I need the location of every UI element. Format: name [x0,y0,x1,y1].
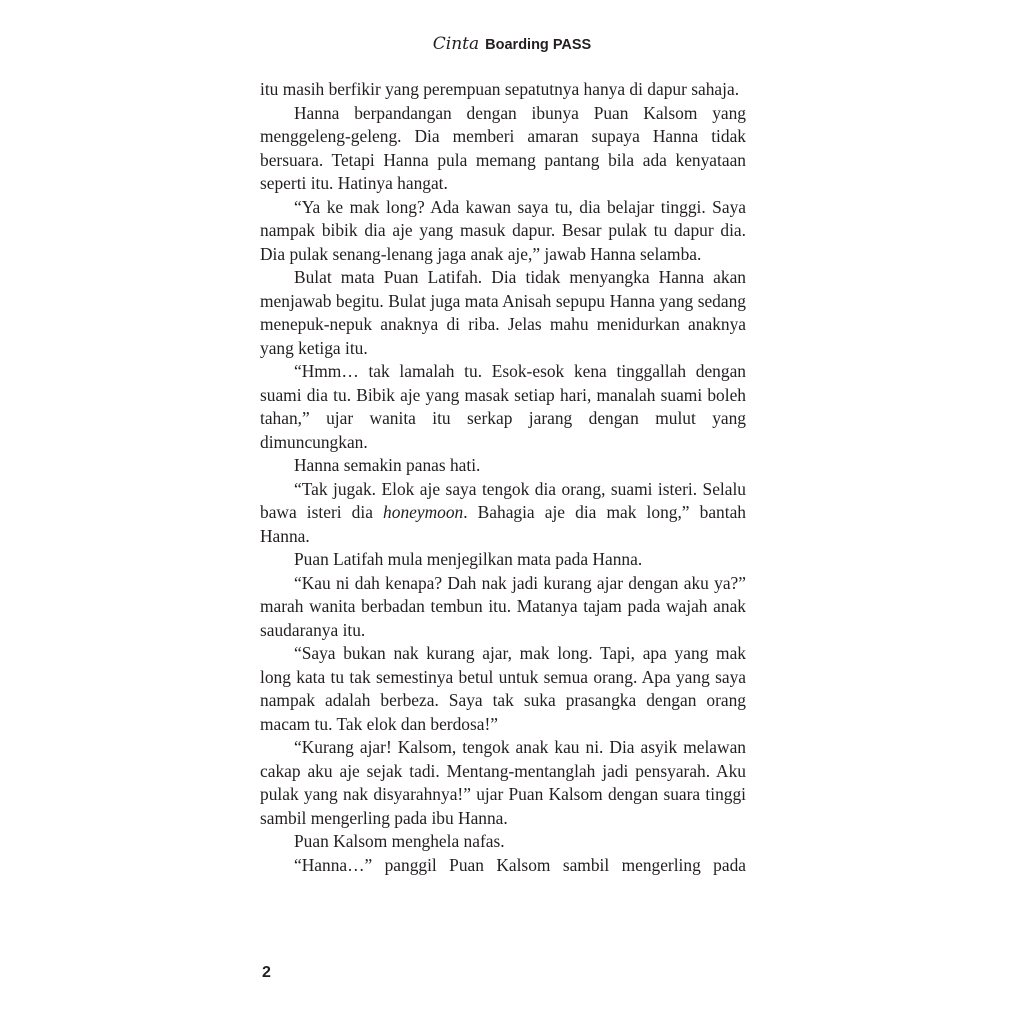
paragraph: Puan Kalsom menghela nafas. [294,831,505,851]
paragraph: “Kurang ajar! Kalsom, tengok anak kau ni. Dia asyik melawan cakap aku aje sejak tadi. Mentang-mentanglah jadi pensyarah. Aku pulak yang nak disyarahnya!” ujar Puan Kalsom dengan suara tinggi sambil mengerling pada ibu Hanna. [260,737,746,828]
italic-word: honeymoon [383,502,464,522]
paragraph: itu masih berfikir yang perempuan sepatutnya hanya di dapur sahaja. [260,79,740,99]
paragraph: Hanna berpandangan dengan ibunya Puan Kalsom yang menggeleng-geleng. Dia memberi amaran supaya Hanna tidak bersuara. Tetapi Hanna pula memang pantang bila ada kenyataan seperti itu. Hatinya hangat. [260,102,746,193]
paragraph: “Saya bukan nak kurang ajar, mak long. Tapi, apa yang mak long kata tu tak semestinya betul untuk semua orang. Apa yang saya nampak adalah berbeza. Saya tak suka prasangka dengan orang macam tu. Tak elok dan berdosa!” [260,643,746,734]
paragraph: Bulat mata Puan Latifah. Dia tidak menyangka Hanna akan menjawab begitu. Bulat juga mata Anisah sepupu Hanna yang sedang menepuk-nepuk anaknya di riba. Jelas mahu menidurkan anaknya yang ketiga itu. [260,267,746,358]
paragraph: “Hanna…” panggil Puan Kalsom sambil mengerling pada [294,854,746,875]
running-header [0,34,1024,54]
paragraph: “Kau ni dah kenapa? Dah nak jadi kurang ajar dengan aku ya?” marah wanita berbadan tembun itu. Matanya tajam pada wajah anak saudaranya itu. [260,572,746,640]
paragraph: “Hmm… tak lamalah tu. Esok-esok kena tinggallah dengan suami dia tu. Bibik aje yang masak setiap hari, manalah suami boleh tahan,” ujar wanita itu serkap jarang dengan mulut yang dimuncungkan. [260,361,746,452]
paragraph-text: “Tak jugak. Elok aje saya tengok dia orang, suami isteri. Selalu bawa isteri dia [260,478,746,522]
paragraph: “Ya ke mak long? Ada kawan saya tu, dia belajar tinggi. Saya nampak bibik dia aje yang masuk dapur. Besar pulak tu dapur dia. Dia pulak senang-lenang jaga anak aje,” jawab Hanna selamba. [260,196,746,264]
paragraph [260,478,746,549]
paragraph: Hanna semakin panas hati. [294,455,481,475]
header-title: Boarding PASS [485,37,592,53]
paragraph: Puan Latifah mula menjegilkan mata pada Hanna. [294,549,643,569]
page-number: 2 [262,964,271,981]
header-script-word: Cinta [432,34,480,54]
paragraph-text: . Bahagia aje dia mak long,” bantah Hanna. [260,502,746,546]
body-text [260,78,746,877]
